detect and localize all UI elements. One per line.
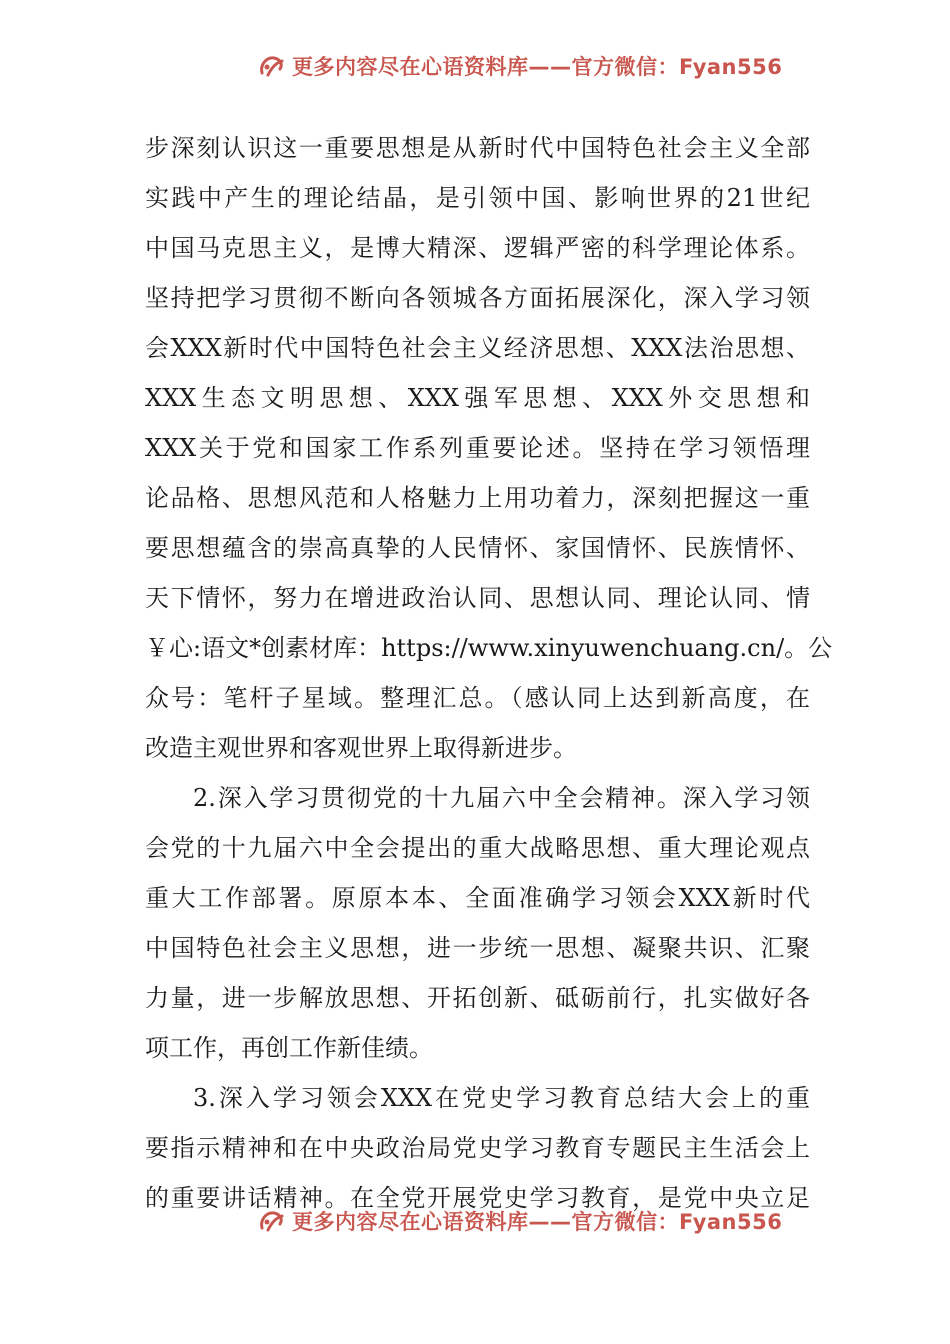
text-line: XXX生态文明思想、XXX强军思想、XXX外交思想和	[145, 384, 810, 412]
text-line: 坚持把学习贯彻不断向各领城各方面拓展深化，深入学习领	[145, 284, 810, 312]
text-line: 改造主观世界和客观世界上取得新进步。	[145, 734, 577, 762]
text-line: 实践中产生的理论结晶，是引领中国、影响世界的21世纪	[145, 184, 810, 212]
header-banner-text: 更多内容尽在心语资料库——官方微信：Fyan556	[292, 55, 783, 79]
logo-icon	[258, 1208, 286, 1234]
text-line: 天下情怀，努力在增进政治认同、思想认同、理论认同、情	[145, 584, 810, 612]
text-line: 会XXX新时代中国特色社会主义经济思想、XXX法治思想、	[145, 334, 810, 362]
header-banner	[0, 52, 950, 88]
footer-banner	[0, 1207, 950, 1243]
text-line: 项工作，再创工作新佳绩。	[145, 1034, 433, 1062]
text-line: 众号：笔杆子星域。整理汇总。（感认同上达到新高度，在	[145, 684, 810, 712]
text-line: 力量，进一步解放思想、开拓创新、砥砺前行，扎实做好各	[145, 984, 810, 1012]
text-line: ￥心:语文*创素材库：https://www.xinyuwenchuang.cn/。公	[145, 634, 833, 662]
text-line: 要指示精神和在中央政治局党史学习教育专题民主生活会上	[145, 1134, 810, 1162]
text-line: 会党的十九届六中全会提出的重大战略思想、重大理论观点	[145, 834, 810, 862]
text-line: XXX关于党和国家工作系列重要论述。坚持在学习领悟理	[145, 434, 810, 462]
footer-banner-text: 更多内容尽在心语资料库——官方微信：Fyan556	[292, 1210, 783, 1234]
text-line: 步深刻认识这一重要思想是从新时代中国特色社会主义全部	[145, 134, 810, 162]
text-line: 的重要讲话精神。在全党开展党史学习教育，是党中央立足	[145, 1184, 810, 1212]
text-line: 中国特色社会主义思想，进一步统一思想、凝聚共识、汇聚	[145, 934, 810, 962]
text-line: 重大工作部署。原原本本、全面准确学习领会XXX新时代	[145, 884, 810, 912]
text-line: 要思想蕴含的崇高真挚的人民情怀、家国情怀、民族情怀、	[145, 534, 810, 562]
paragraph-start: 3.深入学习领会XXX在党史学习教育总结大会上的重	[193, 1084, 810, 1112]
text-line: 论品格、思想风范和人格魅力上用功着力，深刻把握这一重	[145, 484, 810, 512]
logo-icon	[258, 53, 286, 79]
document-body	[145, 123, 833, 1223]
paragraph-start: 2.深入学习贯彻党的十九届六中全会精神。深入学习领	[193, 784, 810, 812]
text-line: 中国马克思主义，是博大精深、逻辑严密的科学理论体系。	[145, 234, 810, 262]
